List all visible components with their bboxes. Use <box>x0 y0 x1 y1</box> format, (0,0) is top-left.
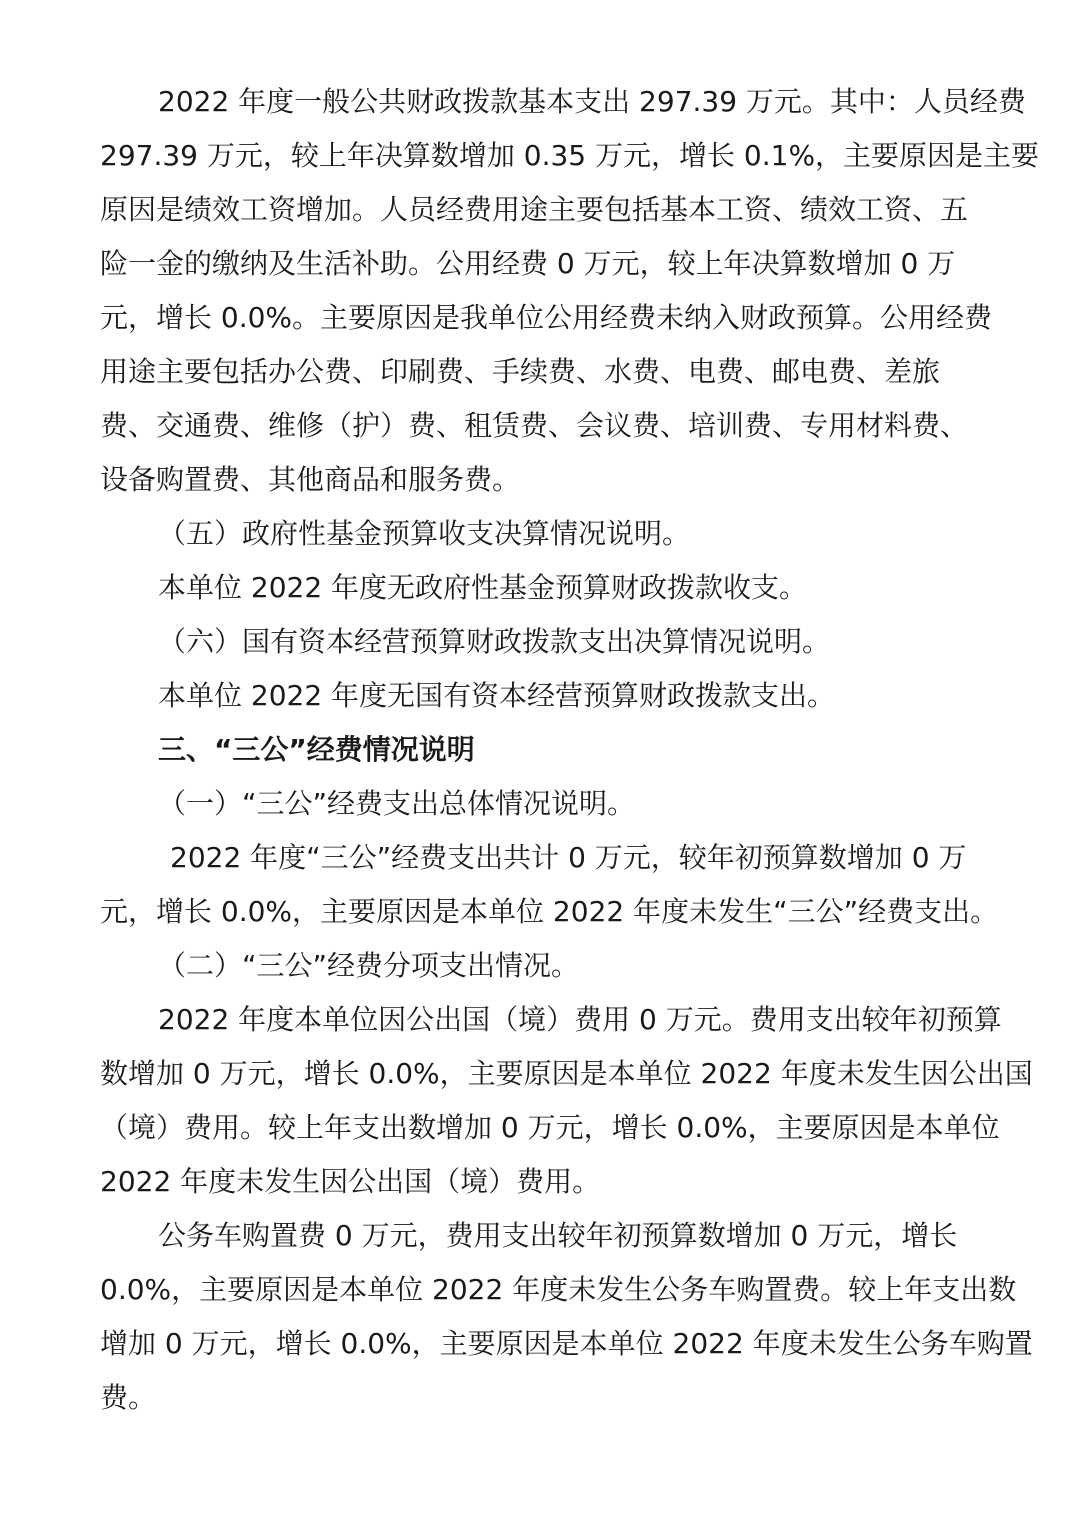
text-line: 公务车购置费 0 万元，费用支出较年初预算数增加 0 万元，增长 <box>158 1219 958 1252</box>
section-heading-six: （六）国有资本经营预算财政拨款支出决算情况说明。 <box>158 625 831 658</box>
text-line: 费。 <box>100 1381 157 1414</box>
text-line: 费、交通费、维修（护）费、租赁费、会议费、培训费、专用材料费、 <box>100 409 969 442</box>
text-line: 险一金的缴纳及生活补助。公用经费 0 万元，较上年决算数增加 0 万 <box>100 247 956 280</box>
section-heading-one: （一）“三公”经费支出总体情况说明。 <box>158 787 636 820</box>
chapter-heading-three: 三、“三公”经费情况说明 <box>158 733 475 766</box>
text-line: 数增加 0 万元，增长 0.0%，主要原因是本单位 2022 年度未发生因公出国 <box>100 1057 1033 1090</box>
text-line: 增加 0 万元，增长 0.0%，主要原因是本单位 2022 年度未发生公务车购置 <box>100 1327 1033 1360</box>
text-line: 2022 年度未发生因公出国（境）费用。 <box>100 1165 601 1198</box>
text-line: 本单位 2022 年度无政府性基金预算财政拨款收支。 <box>158 571 808 604</box>
text-line: （境）费用。较上年支出数增加 0 万元，增长 0.0%，主要原因是本单位 <box>100 1111 1000 1144</box>
section-heading-two: （二）“三公”经费分项支出情况。 <box>158 949 580 982</box>
text-line: 元，增长 0.0%，主要原因是本单位 2022 年度未发生“三公”经费支出。 <box>100 895 999 928</box>
section-heading-five: （五）政府性基金预算收支决算情况说明。 <box>158 517 691 550</box>
text-line: 0.0%，主要原因是本单位 2022 年度未发生公务车购置费。较上年支出数 <box>100 1273 1017 1306</box>
text-line: 2022 年度本单位因公出国（境）费用 0 万元。费用支出较年初预算 <box>158 1003 1002 1036</box>
text-line: 用途主要包括办公费、印刷费、手续费、水费、电费、邮电费、差旅 <box>100 355 941 388</box>
text-line: 2022 年度一般公共财政拨款基本支出 297.39 万元。其中：人员经费 <box>158 85 1026 118</box>
text-line: 本单位 2022 年度无国有资本经营预算财政拨款支出。 <box>158 679 836 712</box>
text-line: 2022 年度“三公”经费支出共计 0 万元，较年初预算数增加 0 万 <box>170 841 967 874</box>
text-line: 原因是绩效工资增加。人员经费用途主要包括基本工资、绩效工资、五 <box>100 193 969 226</box>
text-line: 设备购置费、其他商品和服务费。 <box>100 463 521 496</box>
text-line: 元，增长 0.0%。主要原因是我单位公用经费未纳入财政预算。公用经费 <box>100 301 993 334</box>
text-line: 297.39 万元，较上年决算数增加 0.35 万元，增长 0.1%，主要原因是主要 <box>100 139 1040 172</box>
